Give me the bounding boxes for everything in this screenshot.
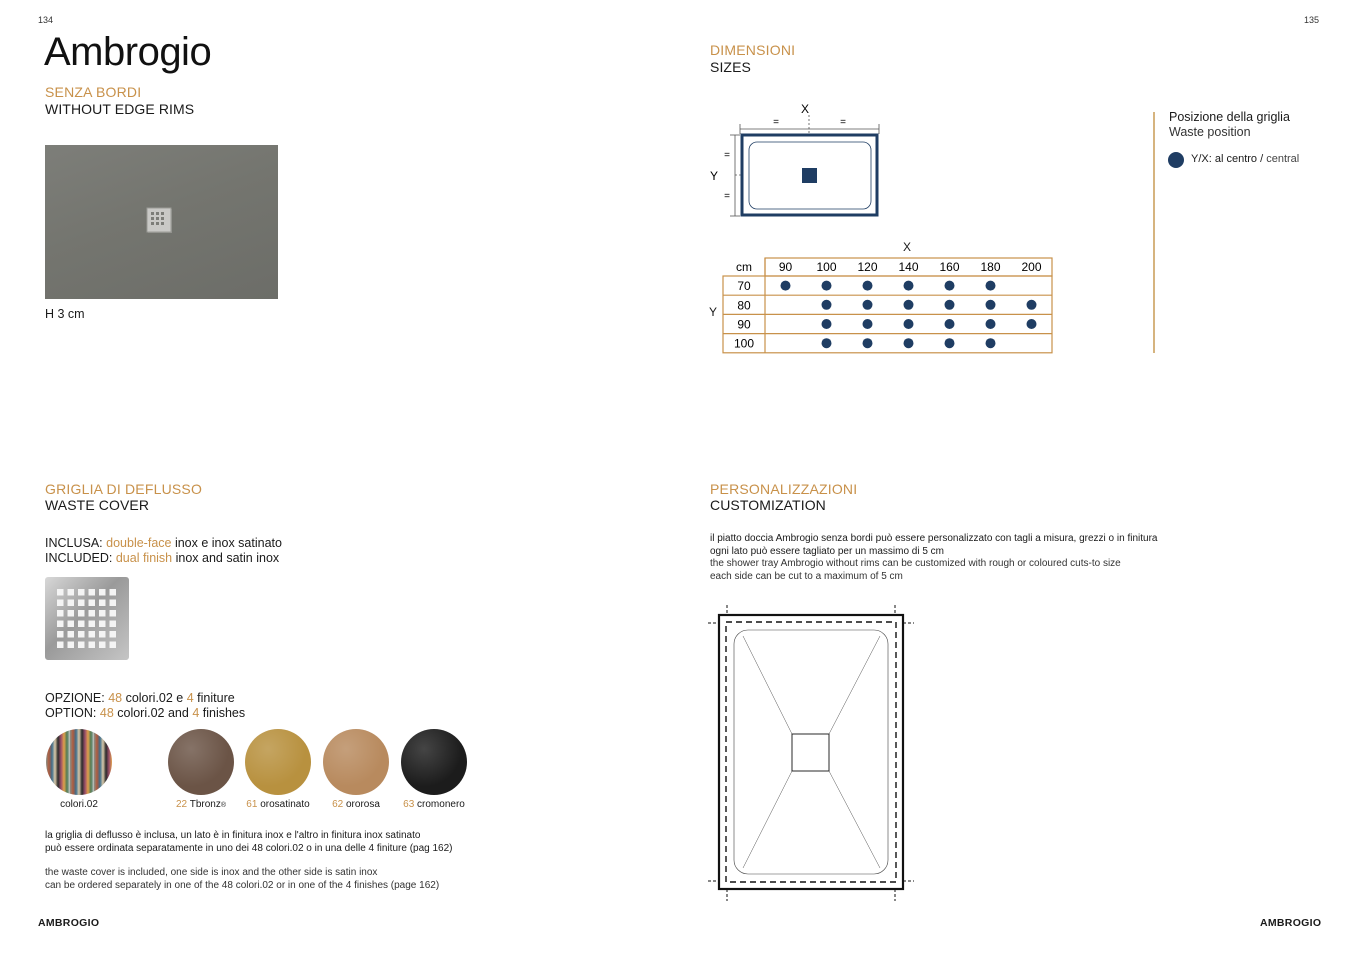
- size-available-dot: [822, 300, 832, 310]
- swatch-orosatinato: [245, 729, 311, 795]
- grate-hole: [57, 621, 64, 628]
- grate-hole: [89, 642, 96, 649]
- grate-hole: [110, 642, 117, 649]
- table-column-header: 160: [939, 260, 960, 274]
- page-number-left: 134: [38, 15, 54, 25]
- size-available-dot: [822, 281, 832, 291]
- table-x-axis-label: X: [903, 240, 912, 254]
- table-column-header: 140: [898, 260, 919, 274]
- option-en: OPTION: 48 colori.02 and 4 finishes: [45, 706, 246, 720]
- sizes-heading-en: SIZES: [710, 59, 751, 75]
- grate-hole: [110, 589, 117, 596]
- footer-right: AMBROGIO: [1260, 917, 1322, 929]
- tray-height: H 3 cm: [45, 307, 85, 321]
- sizes-diagram: [705, 98, 885, 223]
- waste-cover-heading-en: WASTE COVER: [45, 497, 150, 513]
- size-available-dot: [1027, 300, 1037, 310]
- table-column-header: 100: [816, 260, 837, 274]
- grate-hole: [57, 600, 64, 607]
- grate-hole: [68, 621, 75, 628]
- table-row-label: 70: [737, 279, 751, 294]
- grate-hole: [110, 610, 117, 617]
- waste-note-it: la griglia di deflusso è inclusa, un lato è in finitura inox e l'altro in finitura inox satinato può essere ordinata separatamente in uno dei 48 colori.02 o in una delle 4 finiture (pag 162): [45, 830, 453, 854]
- legend-en: central: [1266, 153, 1300, 165]
- size-available-dot: [986, 281, 996, 291]
- grate-hole: [78, 610, 85, 617]
- swatch-colori02: [46, 729, 112, 795]
- size-available-dot: [945, 281, 955, 291]
- grate-hole: [78, 600, 85, 607]
- grate-hole: [78, 631, 85, 638]
- shower-tray-photo: [45, 145, 278, 299]
- swatch-cromonero: [401, 729, 467, 795]
- included-it-rest: inox e inox satinato: [171, 536, 282, 550]
- size-available-dot: [863, 281, 873, 291]
- sizes-table: [722, 257, 1062, 355]
- grate-hole: [68, 600, 75, 607]
- sizes-heading-it: DIMENSIONI: [710, 42, 796, 58]
- grate-hole: [89, 621, 96, 628]
- table-column-header: 90: [778, 260, 793, 274]
- size-available-dot: [904, 338, 914, 348]
- page-title: Ambrogio: [44, 30, 212, 74]
- size-available-dot: [945, 300, 955, 310]
- diagram-y-label: Y: [709, 169, 719, 183]
- drain-position-marker: [802, 168, 817, 183]
- size-available-dot: [863, 338, 873, 348]
- grate-hole: [68, 642, 75, 649]
- grate-hole: [99, 610, 106, 617]
- grate-hole: [99, 642, 106, 649]
- diagram-x-label: X: [800, 102, 810, 116]
- included-en-prefix: INCLUDED:: [45, 551, 116, 565]
- included-en-highlight: dual finish: [115, 551, 173, 565]
- waste-cover-heading-it: GRIGLIA DI DEFLUSSO: [45, 481, 203, 497]
- grate-hole: [57, 631, 64, 638]
- swatch-tbronz: [168, 729, 234, 795]
- size-available-dot: [904, 319, 914, 329]
- included-en-rest: inox and satin inox: [172, 551, 280, 565]
- size-available-dot: [904, 281, 914, 291]
- table-unit-label: cm: [736, 260, 752, 274]
- grate-hole: [68, 610, 75, 617]
- customization-drawing: [706, 603, 916, 903]
- grate-hole: [99, 621, 106, 628]
- tray-drain-icon: [45, 145, 278, 299]
- subtitle-en: WITHOUT EDGE RIMS: [45, 101, 195, 117]
- included-en: [45, 551, 279, 566]
- waste-cover-grate-image: [45, 577, 130, 661]
- swatch-label-orosatinato: 61 orosatinato: [246, 799, 310, 810]
- waste-position-title-it: Posizione della griglia: [1169, 110, 1290, 124]
- grate-hole: [99, 589, 106, 596]
- legend-it: Y/X: al centro: [1191, 153, 1258, 165]
- size-available-dot: [986, 300, 996, 310]
- diagram-equal-left: =: [773, 117, 779, 128]
- grate-hole: [78, 621, 85, 628]
- table-y-axis-label: Y: [709, 305, 718, 319]
- subtitle-it: SENZA BORDI: [45, 84, 142, 100]
- waste-position-title-en: Waste position: [1169, 125, 1251, 139]
- diagram-equal-right: =: [840, 117, 846, 128]
- customization-heading-en: CUSTOMIZATION: [710, 497, 826, 513]
- size-available-dot: [945, 338, 955, 348]
- grate-hole: [110, 631, 117, 638]
- waste-position-legend: [1191, 153, 1299, 165]
- size-available-dot: [945, 319, 955, 329]
- size-available-dot: [863, 300, 873, 310]
- grate-hole: [89, 589, 96, 596]
- swatch-label-colori02: colori.02: [60, 799, 98, 810]
- included-it-highlight: double-face: [106, 536, 172, 550]
- legend-sep: /: [1257, 153, 1267, 165]
- size-available-dot: [822, 319, 832, 329]
- grate-hole: [57, 642, 64, 649]
- diagram-equal-bottom: =: [724, 191, 730, 202]
- swatch-ororosa: [323, 729, 389, 795]
- grate-hole: [57, 610, 64, 617]
- swatch-label-tbronz: 22 Tbronz®: [175, 799, 227, 810]
- grate-hole: [68, 589, 75, 596]
- grate-hole: [99, 631, 106, 638]
- grate-hole: [89, 631, 96, 638]
- table-row-label: 100: [733, 336, 755, 351]
- grate-hole: [68, 631, 75, 638]
- grate-hole: [89, 610, 96, 617]
- waste-note-en: the waste cover is included, one side is inox and the other side is satin inox can be ordered separately in one of the 48 colori.02 or in one of the 4 finishes (page 162): [45, 867, 440, 891]
- grate-hole: [99, 600, 106, 607]
- grate-hole: [89, 600, 96, 607]
- grate-hole: [110, 600, 117, 607]
- divider-line: [1153, 112, 1155, 353]
- size-available-dot: [986, 319, 996, 329]
- swatch-label-cromonero: 63 cromonero: [403, 799, 465, 810]
- size-available-dot: [822, 338, 832, 348]
- footer-left: AMBROGIO: [38, 917, 100, 929]
- size-available-dot: [863, 319, 873, 329]
- size-available-dot: [781, 281, 791, 291]
- included-it: [45, 536, 282, 551]
- grate-hole: [78, 642, 85, 649]
- size-available-dot: [986, 338, 996, 348]
- table-column-header: 200: [1021, 260, 1042, 274]
- included-it-prefix: INCLUSA:: [45, 536, 107, 550]
- grate-hole: [57, 589, 64, 596]
- table-column-header: 180: [980, 260, 1001, 274]
- size-available-dot: [1027, 319, 1037, 329]
- size-available-dot: [904, 300, 914, 310]
- swatch-label-ororosa: 62 ororosa: [332, 799, 380, 810]
- table-row-label: 80: [737, 298, 751, 313]
- table-row-label: 90: [737, 317, 751, 332]
- grate-hole: [110, 621, 117, 628]
- option-it: OPZIONE: 48 colori.02 e 4 finiture: [45, 691, 235, 705]
- table-column-header: 120: [857, 260, 878, 274]
- page-number-right: 135: [1304, 15, 1320, 25]
- customization-heading-it: PERSONALIZZAZIONI: [710, 481, 858, 497]
- customization-text: il piatto doccia Ambrogio senza bordi può essere personalizzato con tagli a misura, grezzi o in finitura ogni lato può essere tagliato per un massimo di 5 cm the shower tray Ambrogio without rims can be customized with rough or coloured cuts-to size each side can be cut to a maximum of 5 cm: [710, 533, 1158, 582]
- diagram-equal-top: =: [724, 150, 730, 161]
- grate-hole: [78, 589, 85, 596]
- waste-position-dot-icon: [1168, 152, 1184, 168]
